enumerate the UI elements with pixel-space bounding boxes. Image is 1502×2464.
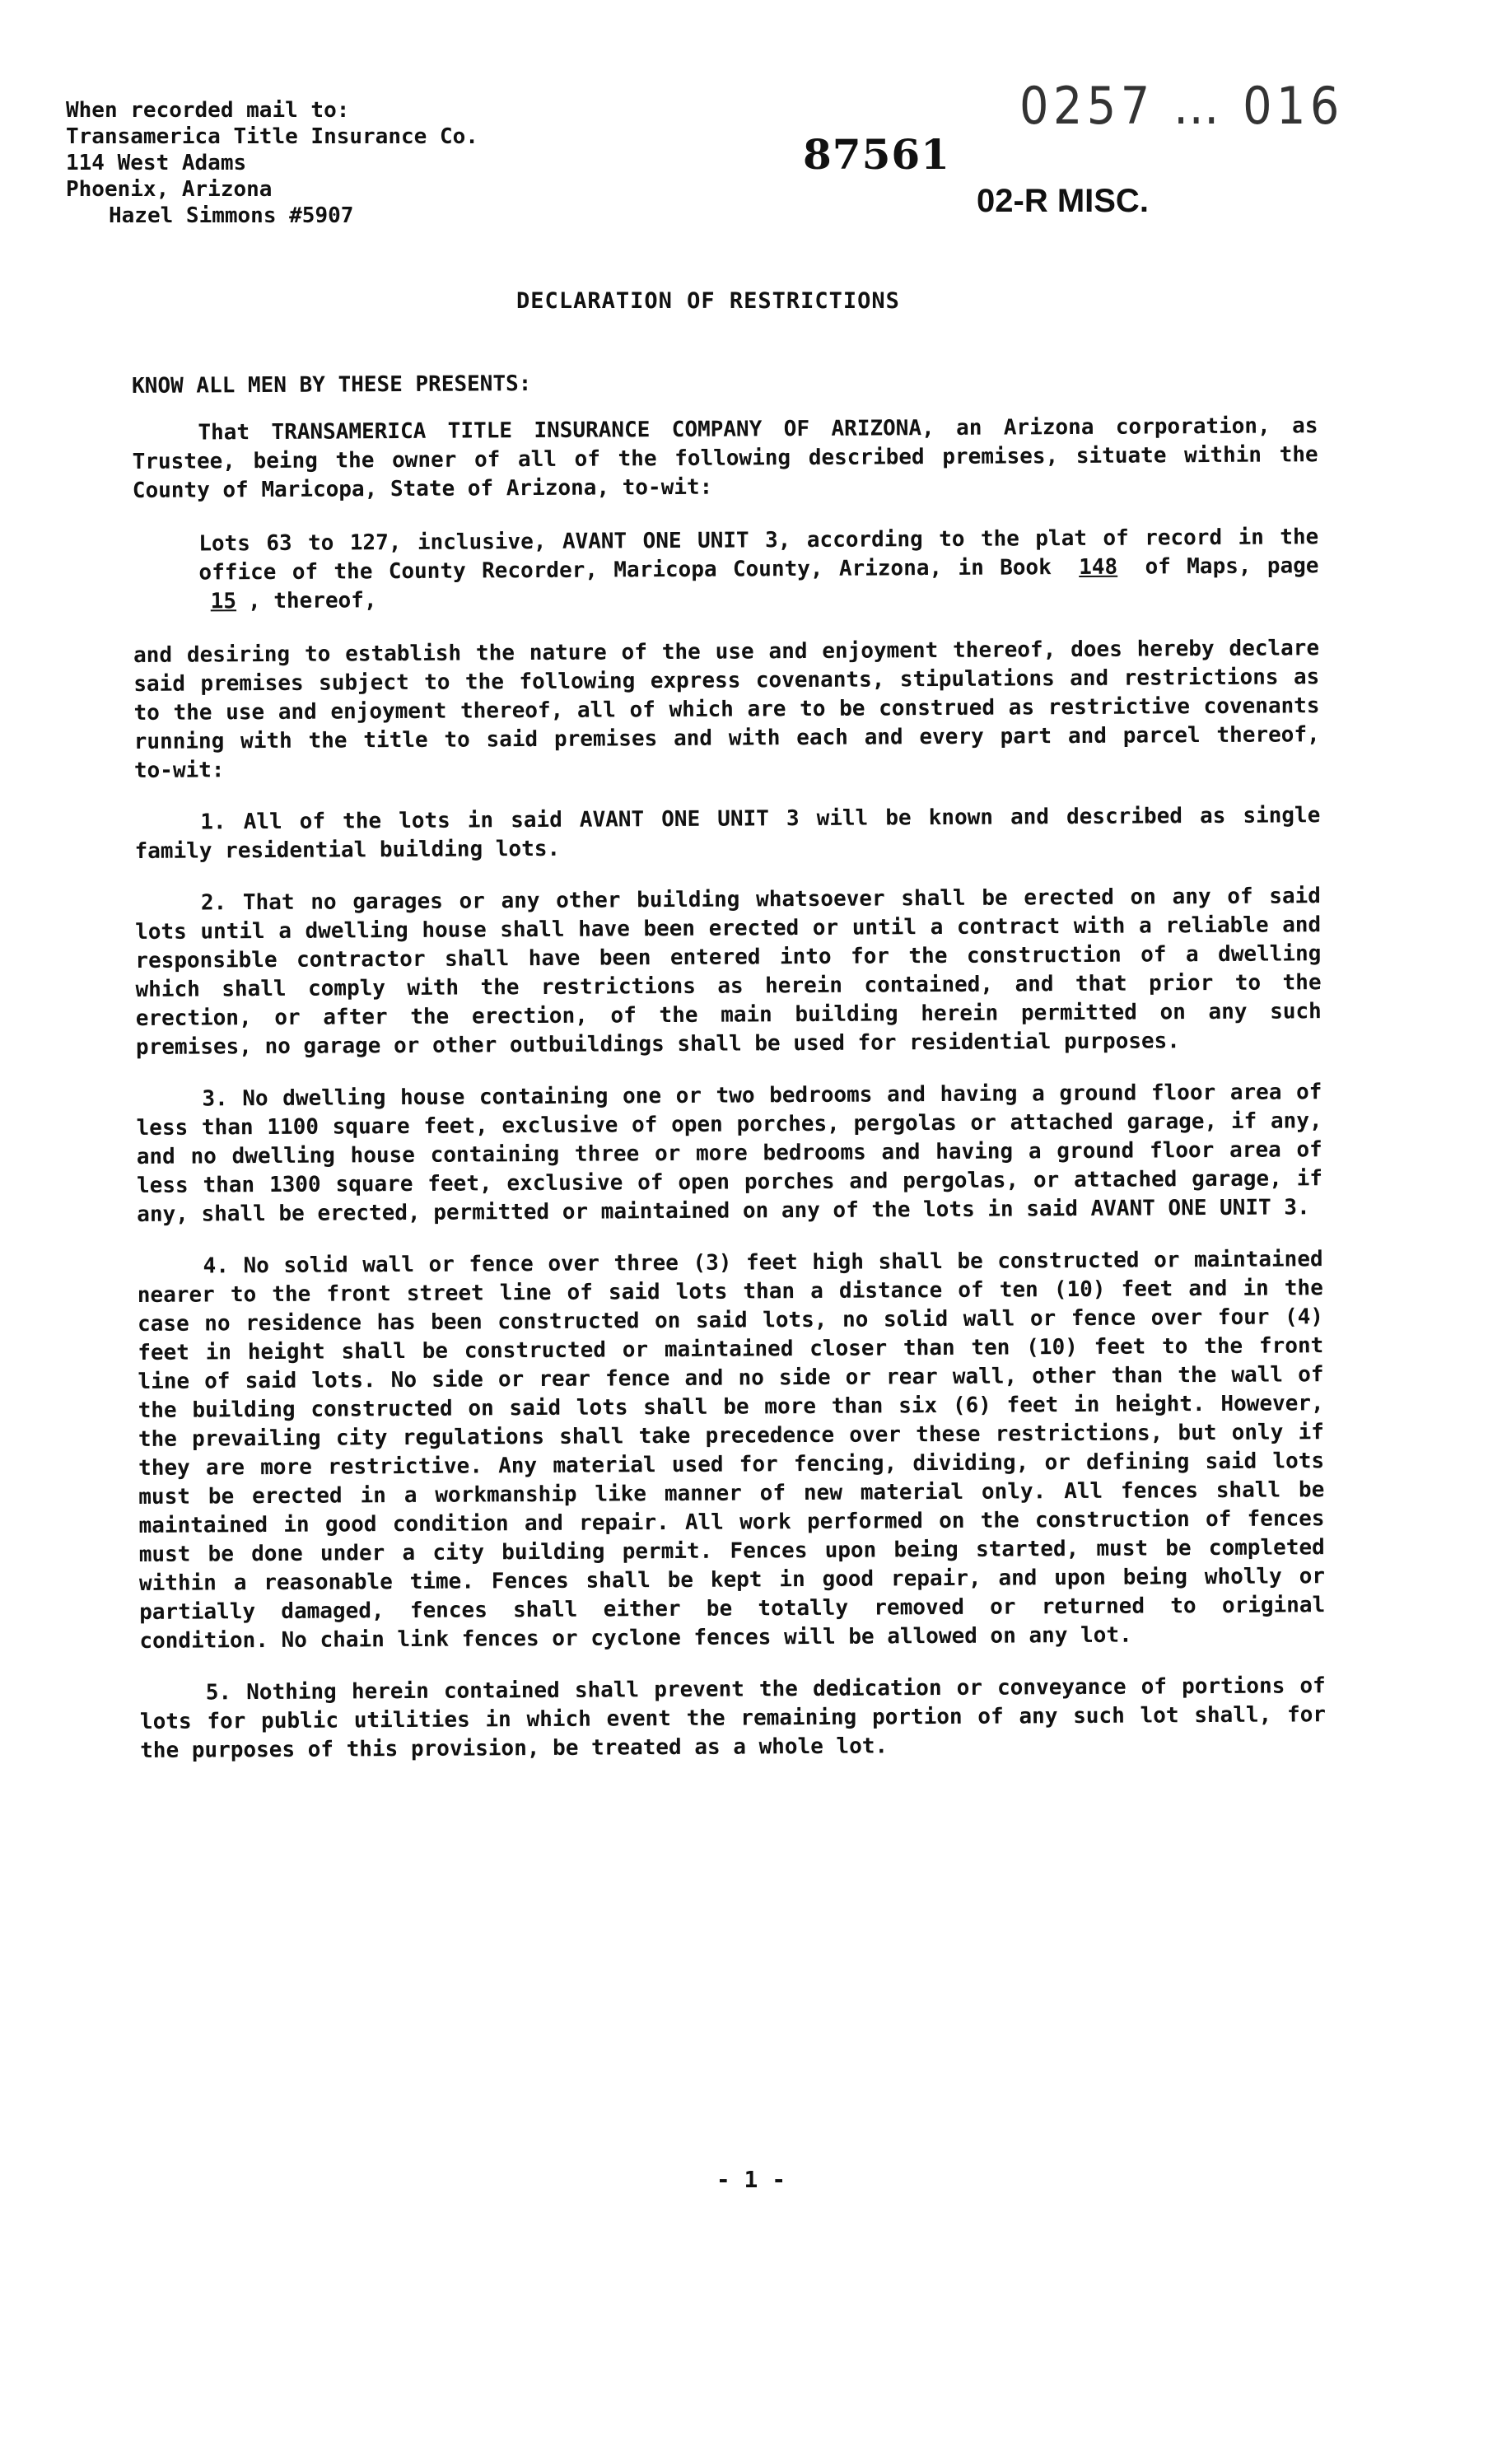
instrument-number: 87561 (803, 130, 950, 179)
page-reference: 15 (210, 589, 237, 614)
clause-1: 1. All of the lots in said AVANT ONE UNIT 3 will be known and described as single family residential building lots. (134, 803, 1321, 864)
document-title: DECLARATION OF RESTRICTIONS (516, 288, 900, 314)
mail-to-line: When recorded mail to: (66, 98, 350, 123)
docket-stamp: 0257 … 016 (1019, 76, 1344, 136)
clause-3: 3. No dwelling house containing one or two bedrooms and having a ground floor area of less than 1100 square feet, exclusive of open porches, pergolas or attached garage, if any, and no dwelling house containing three or more bedrooms and having a ground floor area of less than 1300 square feet, exclusive of open porches and pergolas, or attached garage, if any, shall be erected, permitted or maintained on any of the lots in said AVANT ONE UNIT 3. (136, 1080, 1323, 1227)
lot-text-after: , thereof, (247, 588, 377, 614)
desiring-paragraph: and desiring to establish the nature of the use and enjoyment thereof, does hereby declare said premises subject to the following express covenants, stipulations and restrictions as to the use and enjoyment thereof, all of which are to be construed as restrictive covenants running with the title to said premises and with each and every part and parcel thereof, to-wit: (133, 636, 1320, 783)
mail-to-line: Hazel Simmons #5907 (109, 203, 354, 228)
lot-description (133, 523, 1319, 617)
page-number: - 1 - (716, 2166, 786, 2193)
mail-to-line: Phoenix, Arizona (66, 177, 273, 202)
clause-2: 2. That no garages or any other building whatsoever shall be erected on any of said lots until a dwelling house shall have been erected or until a contract with a reliable and responsible contractor shall have been entered into for the construction of a dwelling which shall comply with the restrictions as herein contained, and that prior to the erection, or after the erection, of the main building herein permitted on any such premises, no garage or other outbuildings shall be used for residential purposes. (135, 884, 1322, 1060)
intro-paragraph: That TRANSAMERICA TITLE INSURANCE COMPANY OF ARIZONA, an Arizona corporation, as Trustee, being the owner of all of the following described premises, situate within the County of Maricopa, State of Arizona, to-wit: (132, 413, 1318, 503)
category-stamp: 02-R MISC. (977, 183, 1149, 219)
mail-to-line: Transamerica Title Insurance Co. (66, 124, 478, 149)
mail-to-line: 114 West Adams (66, 151, 247, 175)
know-all-heading: KNOW ALL MEN BY THESE PRESENTS: (132, 371, 532, 399)
clause-4: 4. No solid wall or fence over three (3) feet high shall be constructed or maintained nearer to the front street line of said lots than a distance of ten (10) feet and in the case no residence has been constructed on said lots, no solid wall or fence over four (4) feet in height shall be constructed or maintained closer than ten (10) feet to the front line of said lots. No side or rear fence and no side or rear wall, other than the wall of the building constructed on said lots shall be more than six (6) feet in height. However, the prevailing city regulations shall take precedence over these restrictions, but only if they are more restrictive. Any material used for fencing, dividing, or defining said lots must be erected in a workmanship like manner of new material only. All fences shall be maintained in good condition and repair. All work performed on the construction of fences must be done under a city building permit. Fences upon being started, must be completed within a reasonable time. Fences shall be kept in good repair, and upon being wholly or partially damaged, fences shall either be totally removed or returned to original condition. No chain link fences or cyclone fences will be allowed on any lot. (137, 1247, 1326, 1654)
document-body (132, 365, 1326, 1766)
clause-5: 5. Nothing herein contained shall prevent the dedication or conveyance of portions of lots for public utilities in which event the remaining portion of any such lot shall, for the purposes of this provision, be treated as a whole lot. (139, 1673, 1327, 1763)
lot-text: Lots 63 to 127, inclusive, AVANT ONE UNIT 3, according to the plat of record in the office of the County Recorder, Maricopa County, Arizona, in Book (198, 525, 1319, 586)
lot-text-between: of Maps, page (1145, 553, 1319, 580)
mail-to-block (66, 97, 478, 229)
book-number: 148 (1079, 554, 1118, 580)
